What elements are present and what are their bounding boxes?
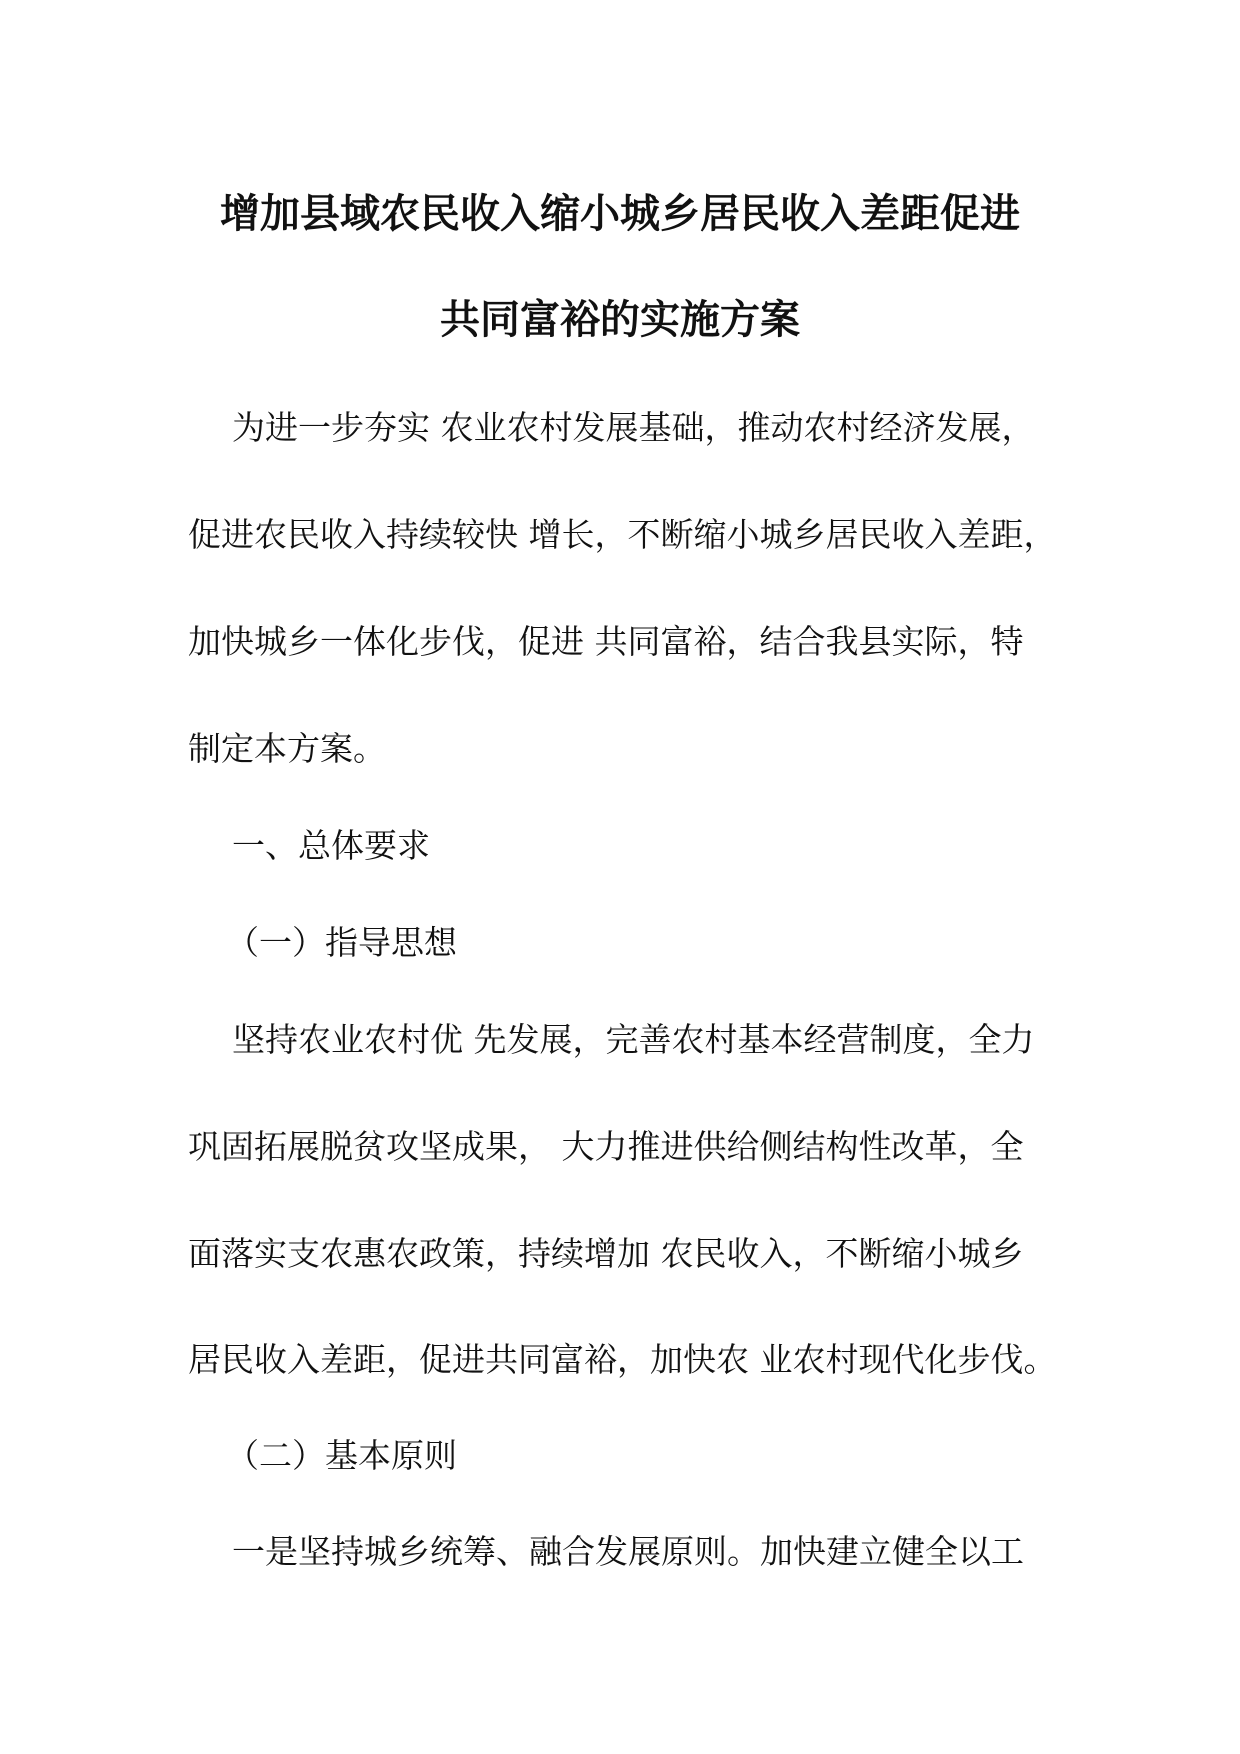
paragraph-line: 坚持农业农村优 先发展，完善农村基本经营制度，全力	[232, 1020, 1035, 1059]
paragraph-line: 一是坚持城乡统筹、融合发展原则。加快建立健全以工	[232, 1532, 1024, 1571]
paragraph-line: 为进一步夯实 农业农村发展基础，推动农村经济发展，	[232, 408, 1035, 447]
subsection-heading: （一）指导思想	[226, 923, 457, 962]
paragraph-line: 面落实支农惠农政策，持续增加 农民收入，不断缩小城乡	[188, 1234, 1024, 1273]
paragraph-line: 居民收入差距，促进共同富裕，加快农 业农村现代化步伐。	[188, 1340, 1057, 1379]
subsection-heading: （二）基本原则	[226, 1436, 457, 1475]
paragraph-line: 巩固拓展脱贫攻坚成果， 大力推进供给侧结构性改革，全	[188, 1127, 1024, 1166]
document-title-line-1: 增加县域农民收入缩小城乡居民收入差距促进	[220, 191, 1020, 237]
section-heading: 一、总体要求	[232, 826, 430, 865]
document-title-line-2: 共同富裕的实施方案	[440, 297, 800, 343]
paragraph-line: 促进农民收入持续较快 增长，不断缩小城乡居民收入差距，	[188, 515, 1057, 554]
paragraph-line: 制定本方案。	[188, 729, 386, 768]
paragraph-line: 加快城乡一体化步伐，促进 共同富裕，结合我县实际，特	[188, 622, 1024, 661]
